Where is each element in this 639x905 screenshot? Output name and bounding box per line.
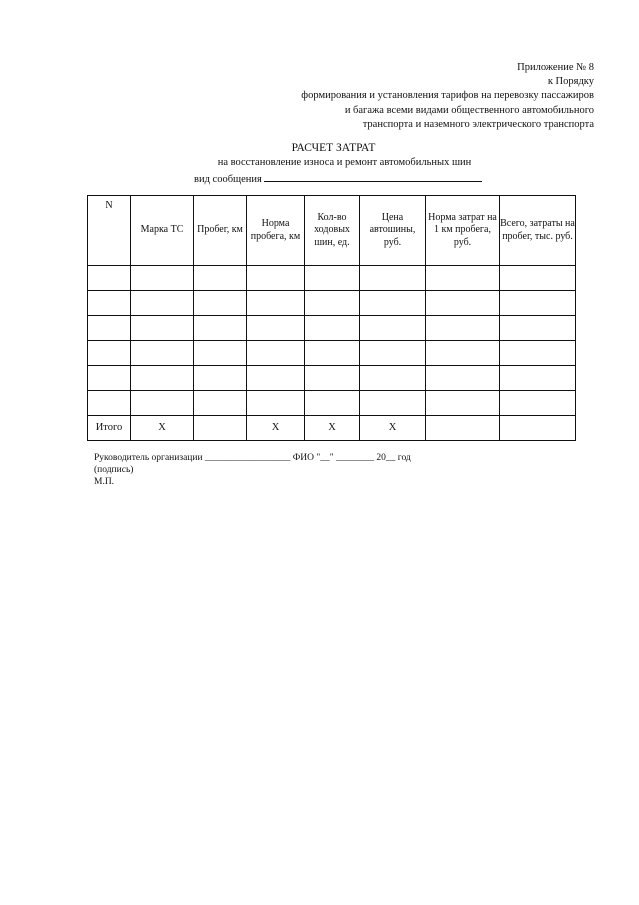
appendix-heading: [174, 61, 594, 132]
table-cell[interactable]: [500, 316, 576, 341]
communication-type-line: [194, 171, 482, 187]
table-cell[interactable]: [305, 266, 360, 291]
table-cell[interactable]: [88, 366, 131, 391]
appendix-line: и багажа всеми видами общественного автомобильного: [344, 104, 594, 116]
table-cell[interactable]: [194, 266, 247, 291]
table-cell[interactable]: [500, 366, 576, 391]
header-mileage: Пробег, км: [194, 196, 247, 266]
table-cell[interactable]: [360, 291, 426, 316]
signature-line: Руководитель организации __________________ ФИО "__" ________ 20__ год: [94, 453, 411, 463]
table-cell[interactable]: [426, 391, 500, 416]
table-cell[interactable]: [194, 316, 247, 341]
total-cell: X: [131, 416, 194, 441]
total-cell[interactable]: [426, 416, 500, 441]
table-cell[interactable]: [360, 266, 426, 291]
table-cell[interactable]: [131, 266, 194, 291]
table-cell[interactable]: [131, 341, 194, 366]
header-tire-price: Цена автошины, руб.: [360, 196, 426, 266]
table-cell[interactable]: [360, 341, 426, 366]
table-row: [88, 366, 576, 391]
table-cell[interactable]: [88, 266, 131, 291]
header-cost-norm: Норма затрат на 1 км пробега, руб.: [426, 196, 500, 266]
header-mileage-norm: Норма пробега, км: [247, 196, 305, 266]
table-row: [88, 266, 576, 291]
table-cell[interactable]: [88, 291, 131, 316]
total-cell: X: [247, 416, 305, 441]
header-total-cost: Всего, затраты на пробег, тыс. руб.: [500, 196, 576, 266]
table-cell[interactable]: [360, 366, 426, 391]
total-cell[interactable]: [500, 416, 576, 441]
table-cell[interactable]: [500, 391, 576, 416]
appendix-line: Приложение № 8: [517, 62, 594, 73]
table-cell[interactable]: [426, 316, 500, 341]
appendix-line: к Порядку: [547, 76, 594, 88]
appendix-line: формирования и установления тарифов на перевозку пассажиров: [301, 90, 594, 102]
cost-table: [87, 195, 576, 441]
header-tire-count: Кол-во ходовых шин, ед.: [305, 196, 360, 266]
table-cell[interactable]: [247, 391, 305, 416]
table-cell[interactable]: [426, 291, 500, 316]
table-cell[interactable]: [360, 391, 426, 416]
signature-caption: (подпись): [94, 465, 134, 475]
total-cell: X: [360, 416, 426, 441]
table-cell[interactable]: [194, 391, 247, 416]
table-cell[interactable]: [426, 266, 500, 291]
document-title: РАСЧЕТ ЗАТРАТ: [291, 142, 376, 154]
header-vehicle-brand: Марка ТС: [131, 196, 194, 266]
table-cell[interactable]: [360, 316, 426, 341]
table-row: [88, 291, 576, 316]
table-cell[interactable]: [305, 366, 360, 391]
table-cell[interactable]: [131, 316, 194, 341]
table-cell[interactable]: [247, 266, 305, 291]
total-cell[interactable]: [194, 416, 247, 441]
table-row: [88, 341, 576, 366]
signature-block: [94, 452, 411, 488]
total-cell: X: [305, 416, 360, 441]
table-cell[interactable]: [500, 266, 576, 291]
table-cell[interactable]: [305, 291, 360, 316]
total-label: Итого: [88, 416, 131, 441]
table-row: [88, 391, 576, 416]
table-cell[interactable]: [305, 316, 360, 341]
table-cell[interactable]: [194, 366, 247, 391]
table-cell[interactable]: [131, 366, 194, 391]
table-cell[interactable]: [247, 366, 305, 391]
table-cell[interactable]: [131, 291, 194, 316]
communication-type-blank[interactable]: [264, 171, 482, 182]
document-subtitle: на восстановление износа и ремонт автомобильных шин: [217, 157, 472, 168]
document-title-block: [0, 141, 639, 170]
table-cell[interactable]: [194, 341, 247, 366]
table-header-row: [88, 196, 576, 266]
appendix-line: транспорта и наземного электрического транспорта: [362, 118, 594, 130]
header-number: N: [88, 196, 131, 266]
table-cell[interactable]: [247, 291, 305, 316]
table-cell[interactable]: [500, 291, 576, 316]
table-cell[interactable]: [194, 291, 247, 316]
table-cell[interactable]: [305, 391, 360, 416]
stamp-label: М.П.: [94, 477, 115, 487]
table-cell[interactable]: [88, 316, 131, 341]
table-cell[interactable]: [247, 341, 305, 366]
table-cell[interactable]: [247, 316, 305, 341]
table-cell[interactable]: [305, 341, 360, 366]
table-cell[interactable]: [88, 341, 131, 366]
table-total-row: [88, 416, 576, 441]
communication-type-label: вид сообщения: [194, 174, 262, 185]
table-cell[interactable]: [131, 391, 194, 416]
table-cell[interactable]: [426, 341, 500, 366]
table-cell[interactable]: [500, 341, 576, 366]
table-cell[interactable]: [426, 366, 500, 391]
table-cell[interactable]: [88, 391, 131, 416]
table-row: [88, 316, 576, 341]
